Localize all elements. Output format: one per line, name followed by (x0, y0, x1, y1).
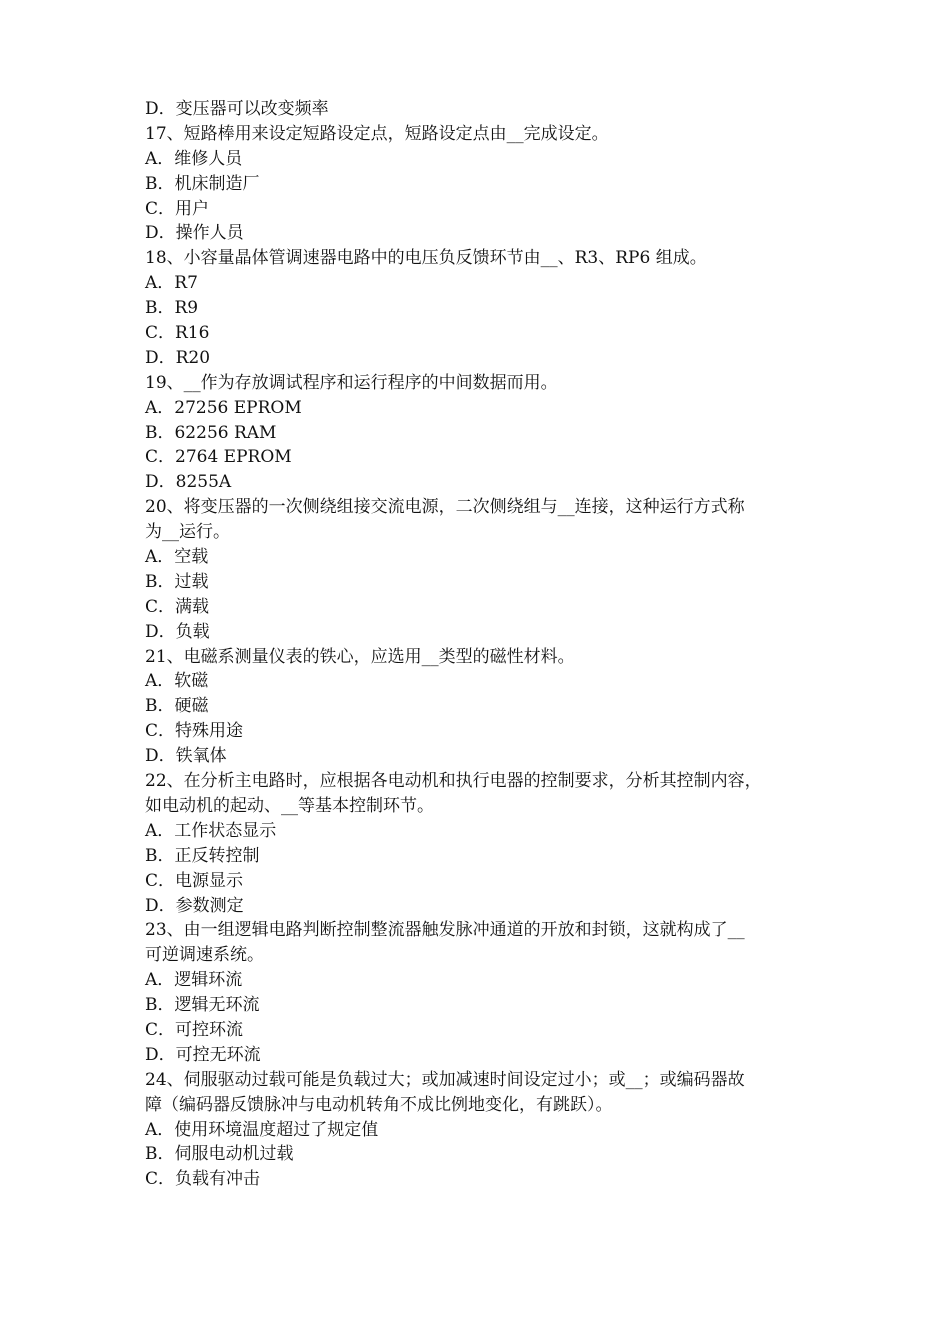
option-line: D．铁氧体 (145, 746, 227, 767)
question-block (145, 918, 813, 1067)
option-line: C．可控环流 (145, 1019, 244, 1040)
question-block (145, 1068, 813, 1192)
option-line: C．电源显示 (145, 870, 244, 891)
option-line: D．可控无环流 (145, 1044, 261, 1065)
question-block (145, 495, 813, 644)
option-line: B．R9 (145, 298, 199, 319)
option-line: B．伺服电动机过载 (145, 1144, 294, 1165)
option-line: D．操作人员 (145, 223, 244, 244)
option-line: D．变压器可以改变频率 (145, 99, 329, 119)
question-block (145, 769, 813, 918)
option-line: D．参数测定 (145, 895, 244, 916)
option-line: A．R7 (145, 273, 198, 294)
option-line: A．使用环境温度超过了规定值 (145, 1119, 379, 1140)
question-stem-line: 23、由一组逻辑电路判断控制整流器触发脉冲通道的开放和封锁，这就构成了__ (145, 920, 745, 941)
option-line: B．硬磁 (145, 696, 209, 717)
question-block (145, 645, 813, 769)
option-line: A．工作状态显示 (145, 820, 277, 841)
option-line: D．R20 (145, 347, 211, 368)
question-stem-line: 障（编码器反馈脉冲与电动机转角不成比例地变化，有跳跃）。 (145, 1094, 613, 1115)
option-line: C．负载有冲击 (145, 1169, 261, 1190)
question-stem-line: 22、在分析主电路时，应根据各电动机和执行电器的控制要求，分析其控制内容， (145, 771, 762, 792)
option-line: A．27256 EPROM (145, 397, 302, 418)
question-stem-line: 20、将变压器的一次侧绕组接交流电源，二次侧绕组与__连接，这种运行方式称 (145, 497, 745, 518)
option-line: B．逻辑无环流 (145, 995, 260, 1016)
option-line: B．机床制造厂 (145, 173, 260, 194)
option-line: C．特殊用途 (145, 721, 244, 742)
question-stem-line: 17、短路棒用来设定短路设定点，短路设定点由__完成设定。 (145, 123, 609, 144)
option-line: A．维修人员 (145, 148, 243, 169)
option-line: B．62256 RAM (145, 422, 277, 443)
option-line: C．满载 (145, 596, 210, 617)
question-stem-line: 21、电磁系测量仪表的铁心，应选用__类型的磁性材料。 (145, 646, 575, 667)
question-stem-line: 如电动机的起动、__等基本控制环节。 (145, 795, 434, 816)
question-stem-line: 可逆调速系统。 (145, 945, 264, 966)
question-stem-line: 24、伺服驱动过载可能是负载过大；或加减速时间设定过小；或__；或编码器故 (145, 1069, 745, 1090)
question-stem-line: 为__运行。 (145, 522, 230, 543)
question-stem-line: 19、__作为存放调试程序和运行程序的中间数据而用。 (145, 372, 558, 393)
question-block (145, 246, 813, 370)
option-line: A．逻辑环流 (145, 970, 243, 991)
document-body (145, 97, 813, 1192)
option-line: D．8255A (145, 472, 232, 493)
option-line: A．空载 (145, 547, 209, 568)
option-line: C．用户 (145, 198, 210, 219)
option-line: C．R16 (145, 323, 210, 344)
question-stem-line: 18、小容量晶体管调速器电路中的电压负反馈环节由__、R3、RP6 组成。 (145, 248, 707, 269)
question-list (145, 122, 813, 1192)
option-line: A．软磁 (145, 671, 209, 692)
option-line: C．2764 EPROM (145, 447, 292, 468)
question-block (145, 371, 813, 495)
option-line: B．过载 (145, 571, 209, 592)
option-line: D．负载 (145, 621, 210, 642)
option-line: B．正反转控制 (145, 845, 260, 866)
question-block (145, 122, 813, 246)
